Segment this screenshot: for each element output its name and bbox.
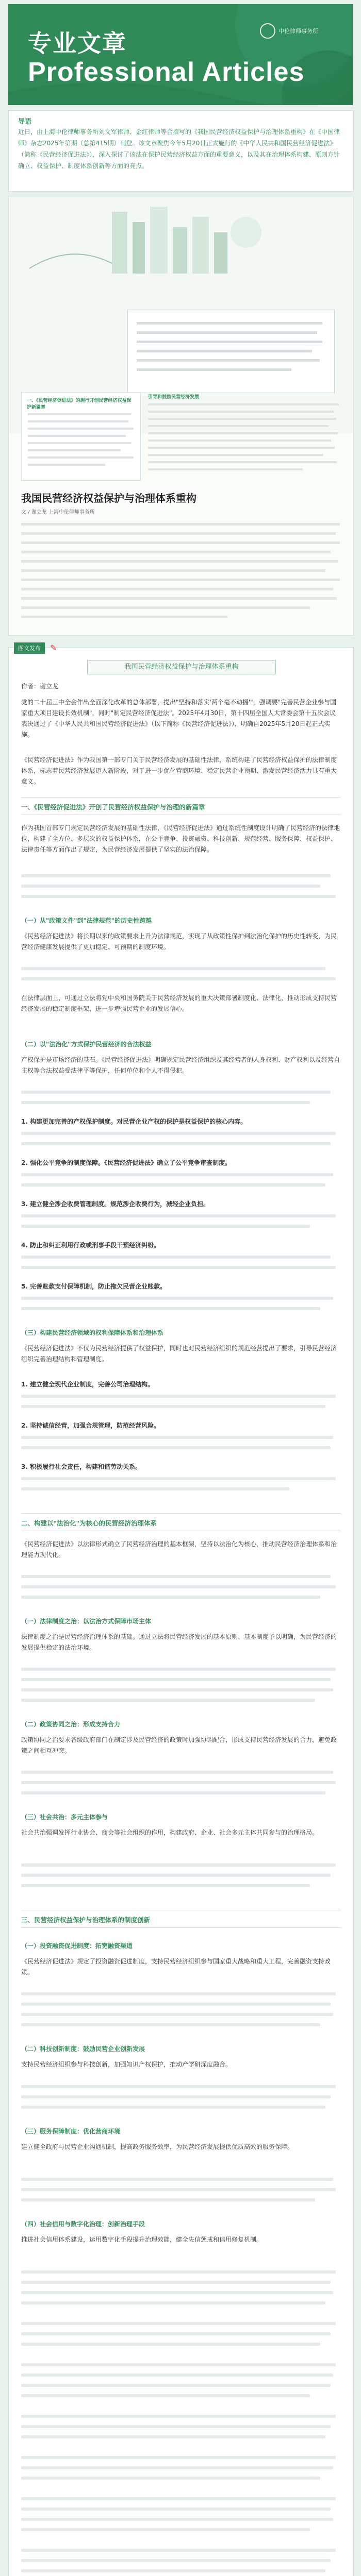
list-item: 4. 防止和纠正利用行政或刑事手段干预经济纠纷。 <box>21 1242 160 1249</box>
text-line <box>28 420 128 422</box>
section-heading: 三、民营经济权益保护与治理体系的制度创新 <box>21 1916 151 1924</box>
text-line <box>21 1688 333 1691</box>
text-line <box>21 2374 333 2377</box>
text-line <box>21 1781 336 1784</box>
subsection-heading: （三）服务保障制度：优化营商环境 <box>21 2128 121 2135</box>
text-line <box>21 2291 333 2294</box>
text-line <box>21 2559 331 2562</box>
subsection-heading: （一）从"政策文件"到"法律规范"的历史性跨越 <box>21 917 152 924</box>
text-line <box>148 461 337 463</box>
text-line <box>21 1596 320 1599</box>
text-line <box>21 874 331 877</box>
paragraph: 产权保护是市场经济的基石。《民营经济促进法》明确规定民营经济组织及其经营者的人身权利、财产权利以及经营自主权等合法权益受法律平等保护，任何单位和个人不得侵犯。 <box>21 1056 340 1074</box>
magazine-article-title: 我国民营经济权益保护与治理体系重构 <box>21 492 196 504</box>
text-line <box>21 1214 336 1217</box>
text-line <box>21 1266 336 1269</box>
article-title: 我国民营经济权益保护与治理体系重构 <box>87 660 276 674</box>
paragraph: 在法律层面上，可通过立法将党中央和国务院关于民营经济发展的重大决策部署制度化、法律化，推动形成支持民营经济发展的稳定制度框架，进一步增强民营企业的发展信心。 <box>21 994 337 1012</box>
paragraph: 《民营经济促进法》以法律形式确立了民营经济治理的基本框架，坚持以法治化为核心，推动民营经济治理体系和治理能力现代化。 <box>21 1540 337 1558</box>
text-line <box>21 541 340 544</box>
subsection-heading: （三）社会共治：多元主体参与 <box>21 1814 108 1821</box>
section-heading: 一、《民营经济促进法》开创了民营经济权益保护与治理的新篇章 <box>21 803 205 811</box>
text-line <box>28 435 126 437</box>
logo-text: 中伦律师事务所 <box>278 28 318 35</box>
subsection-heading: （二）以"法治化"方式保护民营经济的合法权益 <box>21 1041 152 1048</box>
text-line <box>21 895 336 898</box>
text-line <box>148 454 323 456</box>
text-line <box>21 569 325 572</box>
banner-title-cn: 专业文章 <box>28 29 127 57</box>
right-column-title: 引导和鼓励民营经济发展 <box>148 395 200 400</box>
paragraph: 法律制度之治是民营经济治理体系的基础。通过立法将民营经济发展的基本原则、基本制度予以明确，为民营经济的发展提供稳定的法治环境。 <box>21 1633 337 1651</box>
magazine-byline: 文 / 谢立龙 上海中伦律师事务所 <box>21 510 95 515</box>
section-heading: 二、构建以"法治化"为核心的民营经济治理体系 <box>21 1519 157 1527</box>
list-item: 1. 建立健全现代企业制度，完善公司治理结构。 <box>21 1381 154 1388</box>
list-item: 2. 强化公平竞争的制度保障。《民营经济促进法》确立了公平竞争审查制度。 <box>21 1159 232 1166</box>
intro-label: 导语 <box>18 118 32 126</box>
text-line <box>21 1307 320 1310</box>
text-line <box>148 439 331 442</box>
section-tag-label: 图文发布 <box>14 642 45 654</box>
text-line <box>148 403 339 405</box>
list-item: 1. 构建更加完善的产权保护制度。对民营企业产权的保护是权益保护的核心内容。 <box>21 1118 247 1125</box>
paragraph: 《民营经济促进法》规定了投资融资促进制度，支持民营经济组织参与国家重大战略和重大工程，完善融资支持政策。 <box>21 1958 331 1976</box>
text-line <box>28 442 131 444</box>
text-line <box>21 2270 336 2274</box>
text-line <box>137 368 291 371</box>
text-line <box>21 1142 331 1145</box>
paragraph: 建立健全政府与民营企业沟通机制，提高政务服务效率，为民营经济发展提供优质高效的服务保障。 <box>21 2143 294 2150</box>
divider <box>21 1513 341 1514</box>
text-line <box>148 418 336 420</box>
text-line <box>137 322 322 325</box>
text-line <box>21 2322 336 2325</box>
subsection-heading: （一）投资融资促进制度：拓宽融资渠道 <box>21 1942 133 1950</box>
header-banner <box>8 4 353 105</box>
intro-box <box>8 110 354 192</box>
magazine-page-image <box>8 196 354 636</box>
text-line <box>21 616 227 618</box>
article-author: 作者：谢立龙 <box>21 683 59 690</box>
text-line <box>21 532 336 535</box>
paragraph: 作为我国首部专门规定民营经济发展的基础性法律，《民营经济促进法》通过系统性制度设计明确了民营经济的法律地位，构建了全方位、多层次的权益保护体系，在公平竞争、投资融资、科技创新、规范经营、服务保障、权益保护、法律责任等方面作出了规定，为民营经济发展提供了坚实的法治保障。 <box>21 824 340 853</box>
text-line <box>21 588 333 590</box>
list-item: 3. 积极履行社会责任，构建和谐劳动关系。 <box>21 1463 142 1470</box>
right-column <box>148 392 340 480</box>
text-line <box>21 2415 336 2418</box>
text-line <box>21 2343 320 2346</box>
list-item: 5. 完善账款支付保障机制，防止拖欠民营企业账款。 <box>21 1283 167 1290</box>
text-line <box>21 2198 315 2201</box>
text-line <box>21 1487 289 1490</box>
left-column-box <box>21 392 141 481</box>
text-line <box>28 449 121 451</box>
text-line <box>28 456 134 459</box>
text-line <box>28 413 131 415</box>
text-line <box>21 977 336 980</box>
text-line <box>21 2095 331 2098</box>
text-line <box>21 2013 333 2016</box>
text-line <box>148 411 334 413</box>
text-line <box>21 2466 333 2469</box>
text-line <box>148 468 303 470</box>
text-line <box>21 1771 333 1774</box>
paragraph: 支持民营经济组织参与科技创新，加强知识产权保护，推动产学研深度融合。 <box>21 2061 232 2068</box>
text-line <box>21 597 337 600</box>
text-line <box>21 2425 331 2428</box>
list-item: 2. 坚持诚信经营，加强合规管理，防范经营风险。 <box>21 1422 160 1429</box>
text-line <box>21 2435 325 2438</box>
text-line <box>21 1874 331 1877</box>
text-line <box>21 606 310 609</box>
text-line <box>21 2188 336 2191</box>
text-line <box>21 2003 331 2006</box>
text-line <box>148 425 329 427</box>
subsection-heading: （一）法律制度之治：以法治方式保障市场主体 <box>21 1618 152 1625</box>
text-line <box>21 1256 331 1259</box>
text-line <box>21 579 340 581</box>
text-line <box>21 2507 331 2511</box>
paragraph: 《民营经济促进法》作为我国第一部专门关于民营经济发展的基础性法律，系统构建了民营经济权益保护的法律制度体系，标志着民营经济发展迈入新阶段，对于进一步优化营商环境、稳定民营企业预期、激发民营经济活力具有重大意义。 <box>21 756 337 785</box>
subsection-heading: （二）科技创新制度：鼓励民营企业创新发展 <box>21 2045 145 2053</box>
text-line <box>21 1173 333 1176</box>
text-line <box>21 1992 336 1995</box>
text-line <box>21 2363 336 2366</box>
text-line <box>21 2569 325 2572</box>
text-line <box>28 464 105 466</box>
firm-logo <box>260 24 337 38</box>
text-line <box>21 2106 325 2109</box>
text-line <box>21 2518 333 2521</box>
text-line <box>21 1446 331 1449</box>
banner-title-en: Professional Articles <box>28 57 305 87</box>
subsection-heading: （四）社会信用与数字化治理：创新治理手段 <box>21 2221 145 2228</box>
subsection-heading: （三）构建民营经济领域的权利保障体系和治理体系 <box>21 1329 164 1336</box>
text-line <box>21 2085 336 2088</box>
text-line <box>137 341 322 343</box>
text-line <box>21 1436 333 1439</box>
divider <box>21 1927 341 1928</box>
text-line <box>21 1101 310 1104</box>
decorative-illustration <box>9 201 353 284</box>
text-line <box>21 551 331 553</box>
text-line <box>21 1699 315 1702</box>
section-tag <box>14 642 59 654</box>
text-line <box>21 885 320 888</box>
subsection-heading: （二）政策协同之治：形成支持合力 <box>21 1721 121 1728</box>
paragraph: 《民营经济促进法》将长期以来的政策要求上升为法律规范，实现了从政策性保护到法治化保护的历史性转变，为民营经济健康发展提供了更加稳定、可预期的制度环境。 <box>21 933 337 951</box>
article-body <box>8 643 354 2576</box>
text-line <box>21 1863 336 1867</box>
text-line <box>21 560 338 563</box>
text-line <box>21 1395 336 1398</box>
list-item: 3. 建立健全涉企收费管理制度。规范涉企收费行为，减轻企业负担。 <box>21 1200 210 1208</box>
text-line <box>21 2549 336 2552</box>
paragraph: 社会共治强调发挥行业协会、商会等社会组织的作用，构建政府、企业、社会多元主体共同参与的治理格局。 <box>21 1829 319 1836</box>
text-line <box>21 2301 325 2304</box>
text-line <box>28 428 134 430</box>
text-line <box>21 1091 331 1094</box>
text-line <box>21 2384 331 2387</box>
text-line <box>21 1225 310 1228</box>
text-line <box>21 2528 310 2531</box>
text-line <box>21 2477 320 2480</box>
text-line <box>21 1477 336 1480</box>
text-line <box>21 1585 336 1588</box>
text-line <box>21 1884 310 1887</box>
paragraph: 《民营经济促进法》不仅为民营经济提供了权益保护，同时也对民营经济组织的规范经营提出了要求，引导民营经济组织完善治理结构和管理制度。 <box>21 1345 337 1363</box>
paragraph: 党的二十届三中全会作出全面深化改革的总体部署，提出"坚持和落实'两个毫不动摇'"，强调要"完善民营企业参与国家重大项目建设长效机制"，同时"制定民营经济促进法"。2025年4月30日，第十四届全国人大常委会第十五次会议表决通过了《中华人民共和国民营经济促进法》（以下简称《民营经济促进法》），明确自2025年5月20日起正式实施。 <box>21 699 337 738</box>
text-line <box>21 1183 325 1187</box>
intro-text: 近日，由上海中伦律师事务所刘文军律师、金红律师等合撰写的《我国民营经济权益保护与治理体系重构》在《中国律师》杂志2025年第期（总第415期）刊登。该文章聚焦今年5月20日正式施行的《中华人民共和国民营经济促进法》（简称《民营经济促进法》），深入探讨了该法在保护民营经济权益方面的重要意义，以及其在治理体系构建、原则方针确立、权益保护、制度体系创新等方面的亮点。 <box>18 128 340 170</box>
left-column-title: 一、《民营经济促进法》的施行开创民营经济权益保护新篇章 <box>27 398 132 410</box>
text-line <box>21 967 325 970</box>
logo-seal-icon <box>260 23 275 39</box>
text-line <box>21 2023 320 2026</box>
text-line <box>21 2497 336 2500</box>
text-line <box>21 1297 333 1300</box>
text-line <box>21 1132 336 1135</box>
text-line <box>137 331 317 334</box>
text-line <box>137 350 312 352</box>
text-line <box>21 2281 331 2284</box>
text-line <box>21 1678 331 1681</box>
text-line <box>21 2394 310 2397</box>
text-line <box>21 1668 336 1671</box>
text-line <box>21 1405 325 1408</box>
divider <box>21 797 341 798</box>
text-line <box>148 447 335 449</box>
text-line <box>137 359 320 362</box>
text-line <box>21 1575 331 1578</box>
text-line <box>21 2332 331 2335</box>
text-line <box>21 523 340 526</box>
text-line <box>21 1791 325 1794</box>
paragraph: 推进社会信用体系建设，运用数字化手段提升治理效能，健全失信惩戒和信用修复机制。 <box>21 2236 263 2243</box>
paragraph: 政策协同之治要求各级政府部门在制定涉及民营经济的政策时加强协调配合，形成支持民营经济发展的合力，避免政策之间相互冲突。 <box>21 1736 337 1754</box>
text-line <box>21 2178 333 2181</box>
text-line <box>21 2456 336 2459</box>
pin-icon: ✎ <box>50 643 57 653</box>
text-line <box>148 432 338 434</box>
